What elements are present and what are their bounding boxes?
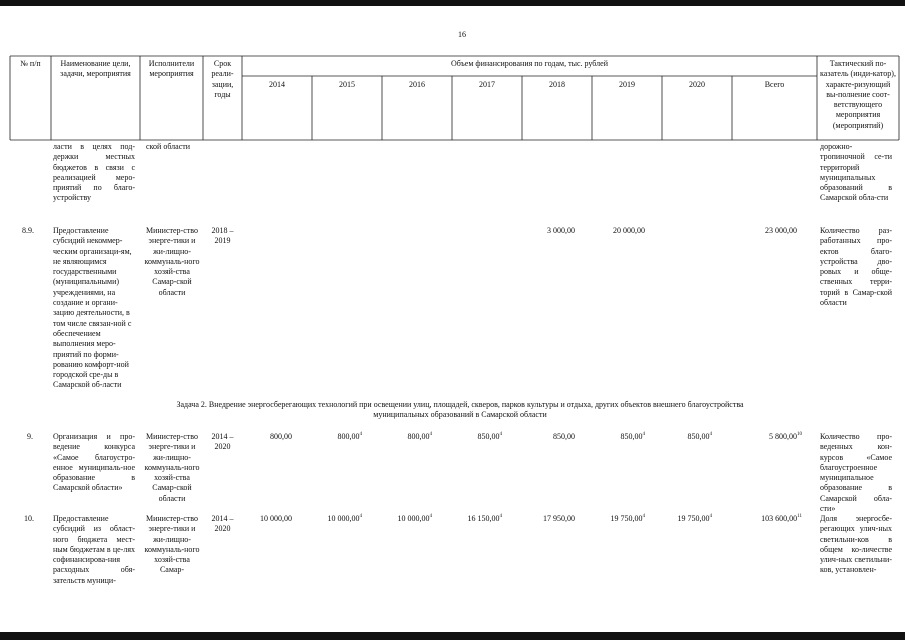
- page-number: 16: [458, 30, 466, 39]
- cell-2019: 850,00$^4$: [620, 432, 645, 441]
- footnote-mark: 4: [499, 514, 502, 519]
- footnote-mark: 11: [797, 514, 802, 519]
- cell-2020: 850,00$^4$: [687, 432, 712, 441]
- cell-2018: 850,00: [553, 432, 575, 441]
- cell-2014: 10 000,00: [260, 514, 292, 523]
- footnote-mark: 4: [709, 514, 712, 519]
- task-heading: Задача 2. Внедрение энергосберегающих технологий при освещении улиц, площадей, скверов, парков культуры и отдыха, других объектов внешнего благоустройства муниципальных образований в Самарской области: [176, 400, 744, 419]
- row-executor: Министер-ство энерге-тики и жи-лищно-коммуналь-ного хозяй-ства Самар-: [144, 514, 200, 575]
- cell-2016: 800,00$^4$: [407, 432, 432, 441]
- footnote-mark: 4: [429, 514, 432, 519]
- header-year-total: Всего: [764, 80, 785, 89]
- cell-total: 103 600,00$^{11}$: [761, 514, 802, 523]
- cell-2018: 3 000,00: [547, 226, 575, 235]
- header-year: 2016: [409, 80, 425, 89]
- row-number: 10.: [24, 514, 34, 523]
- header-year: 2017: [479, 80, 495, 89]
- header-year: 2014: [269, 80, 285, 89]
- header-col-funding: Объем финансирования по годам, тыс. рублей: [451, 59, 608, 68]
- cell-2019: 19 750,00$^4$: [610, 514, 645, 523]
- header-col-indicator: Тактический по-казатель (инди-катор), характе-ризующий вы-полнение соот-ветствующего мероприятия (мероприятий): [820, 59, 896, 130]
- footnote-mark: 4: [359, 514, 362, 519]
- header-col-name: Наименование цели, задачи, мероприятия: [60, 59, 131, 79]
- row-indicator: Доля энергосбе-регающих улич-ных светильни-ков в общем ко-личестве улич-ных светильни-ков, установлен-: [820, 514, 892, 575]
- cell-2017: 16 150,00$^4$: [467, 514, 502, 523]
- row-period: 2014 – 2020: [211, 514, 234, 534]
- row-number: 9.: [27, 432, 33, 441]
- cell-2015: 800,00$^4$: [337, 432, 362, 441]
- row-number: 8.9.: [22, 226, 34, 235]
- header-year: 2018: [549, 80, 565, 89]
- header-col-period: Срок реали-зации, годы: [211, 59, 234, 99]
- cell-2017: 850,00$^4$: [477, 432, 502, 441]
- row-indicator: Количество про-веденных кон-курсов «Самое благоустроенное муниципальное образование в Самарской обла-сти»: [820, 432, 892, 514]
- footnote-mark: 4: [429, 432, 432, 437]
- cell-2019: 20 000,00: [613, 226, 645, 235]
- cell-total: 23 000,00: [765, 226, 797, 235]
- row-indicator: Количество раз-работанных про-ектов благо-устройства дво-ровых и обще-ственных терри-торий в Самар-ской области: [820, 226, 892, 308]
- bottom-border-bar: [0, 632, 905, 640]
- row-period: 2018 – 2019: [211, 226, 234, 246]
- row-name: Предоставление субсидий некоммер-ческим организаци-ям, не являющимся государственными (муниципальными) учреждениями, на создание и органи-зацию деятельности, в том числе связан-ной с обеспечением выполнения меро-приятий по форми-рованию комфорт-ной городской сре-ды в Самарской об-ласти: [53, 226, 132, 390]
- cell-2014: 800,00: [270, 432, 292, 441]
- footnote-mark: 4: [709, 432, 712, 437]
- continued-row-executor: ской области: [146, 142, 191, 151]
- cell-2016: 10 000,00$^4$: [397, 514, 432, 523]
- row-name: Организация и про-ведение конкурса «Самое благоустро-енное муниципаль-ное образование в Самарской области»: [53, 432, 135, 493]
- row-executor: Министер-ство энерге-тики и жи-лищно-коммуналь-ного хозяй-ства Самар-ской области: [144, 226, 200, 297]
- footnote-mark: 4: [642, 514, 645, 519]
- footnote-mark: 10: [797, 432, 802, 437]
- header-col-executor: Исполнители мероприятия: [148, 59, 195, 79]
- header-year: 2020: [689, 80, 705, 89]
- cell-2020: 19 750,00$^4$: [677, 514, 712, 523]
- row-period: 2014 – 2020: [211, 432, 234, 452]
- row-executor: Министер-ство энерге-тики и жи-лищно-коммуналь-ного хозяй-ства Самар-ской области: [144, 432, 200, 503]
- header-col-number: № п/п: [20, 59, 41, 68]
- cell-total: 5 800,00$^{10}$: [769, 432, 802, 441]
- footnote-mark: 4: [499, 432, 502, 437]
- cell-2018: 17 950,00: [543, 514, 575, 523]
- continued-row-indicator: дорожно-тропиночной се-ти территорий муниципальных образований в Самарской обла-сти: [820, 142, 892, 203]
- row-name: Предоставление субсидий из област-ного бюджета мест-ным бюджетам в це-лях софинансирова-ния расходных обя-зательств муници-: [53, 514, 135, 585]
- footnote-mark: 4: [359, 432, 362, 437]
- top-border-bar: [0, 0, 905, 6]
- cell-2015: 10 000,00$^4$: [327, 514, 362, 523]
- header-year: 2015: [339, 80, 355, 89]
- footnote-mark: 4: [642, 432, 645, 437]
- continued-row-name: ласти в целях под-держки местных бюджетов в связи с реализацией меро-приятий по благо-устройству: [53, 142, 135, 203]
- header-year: 2019: [619, 80, 635, 89]
